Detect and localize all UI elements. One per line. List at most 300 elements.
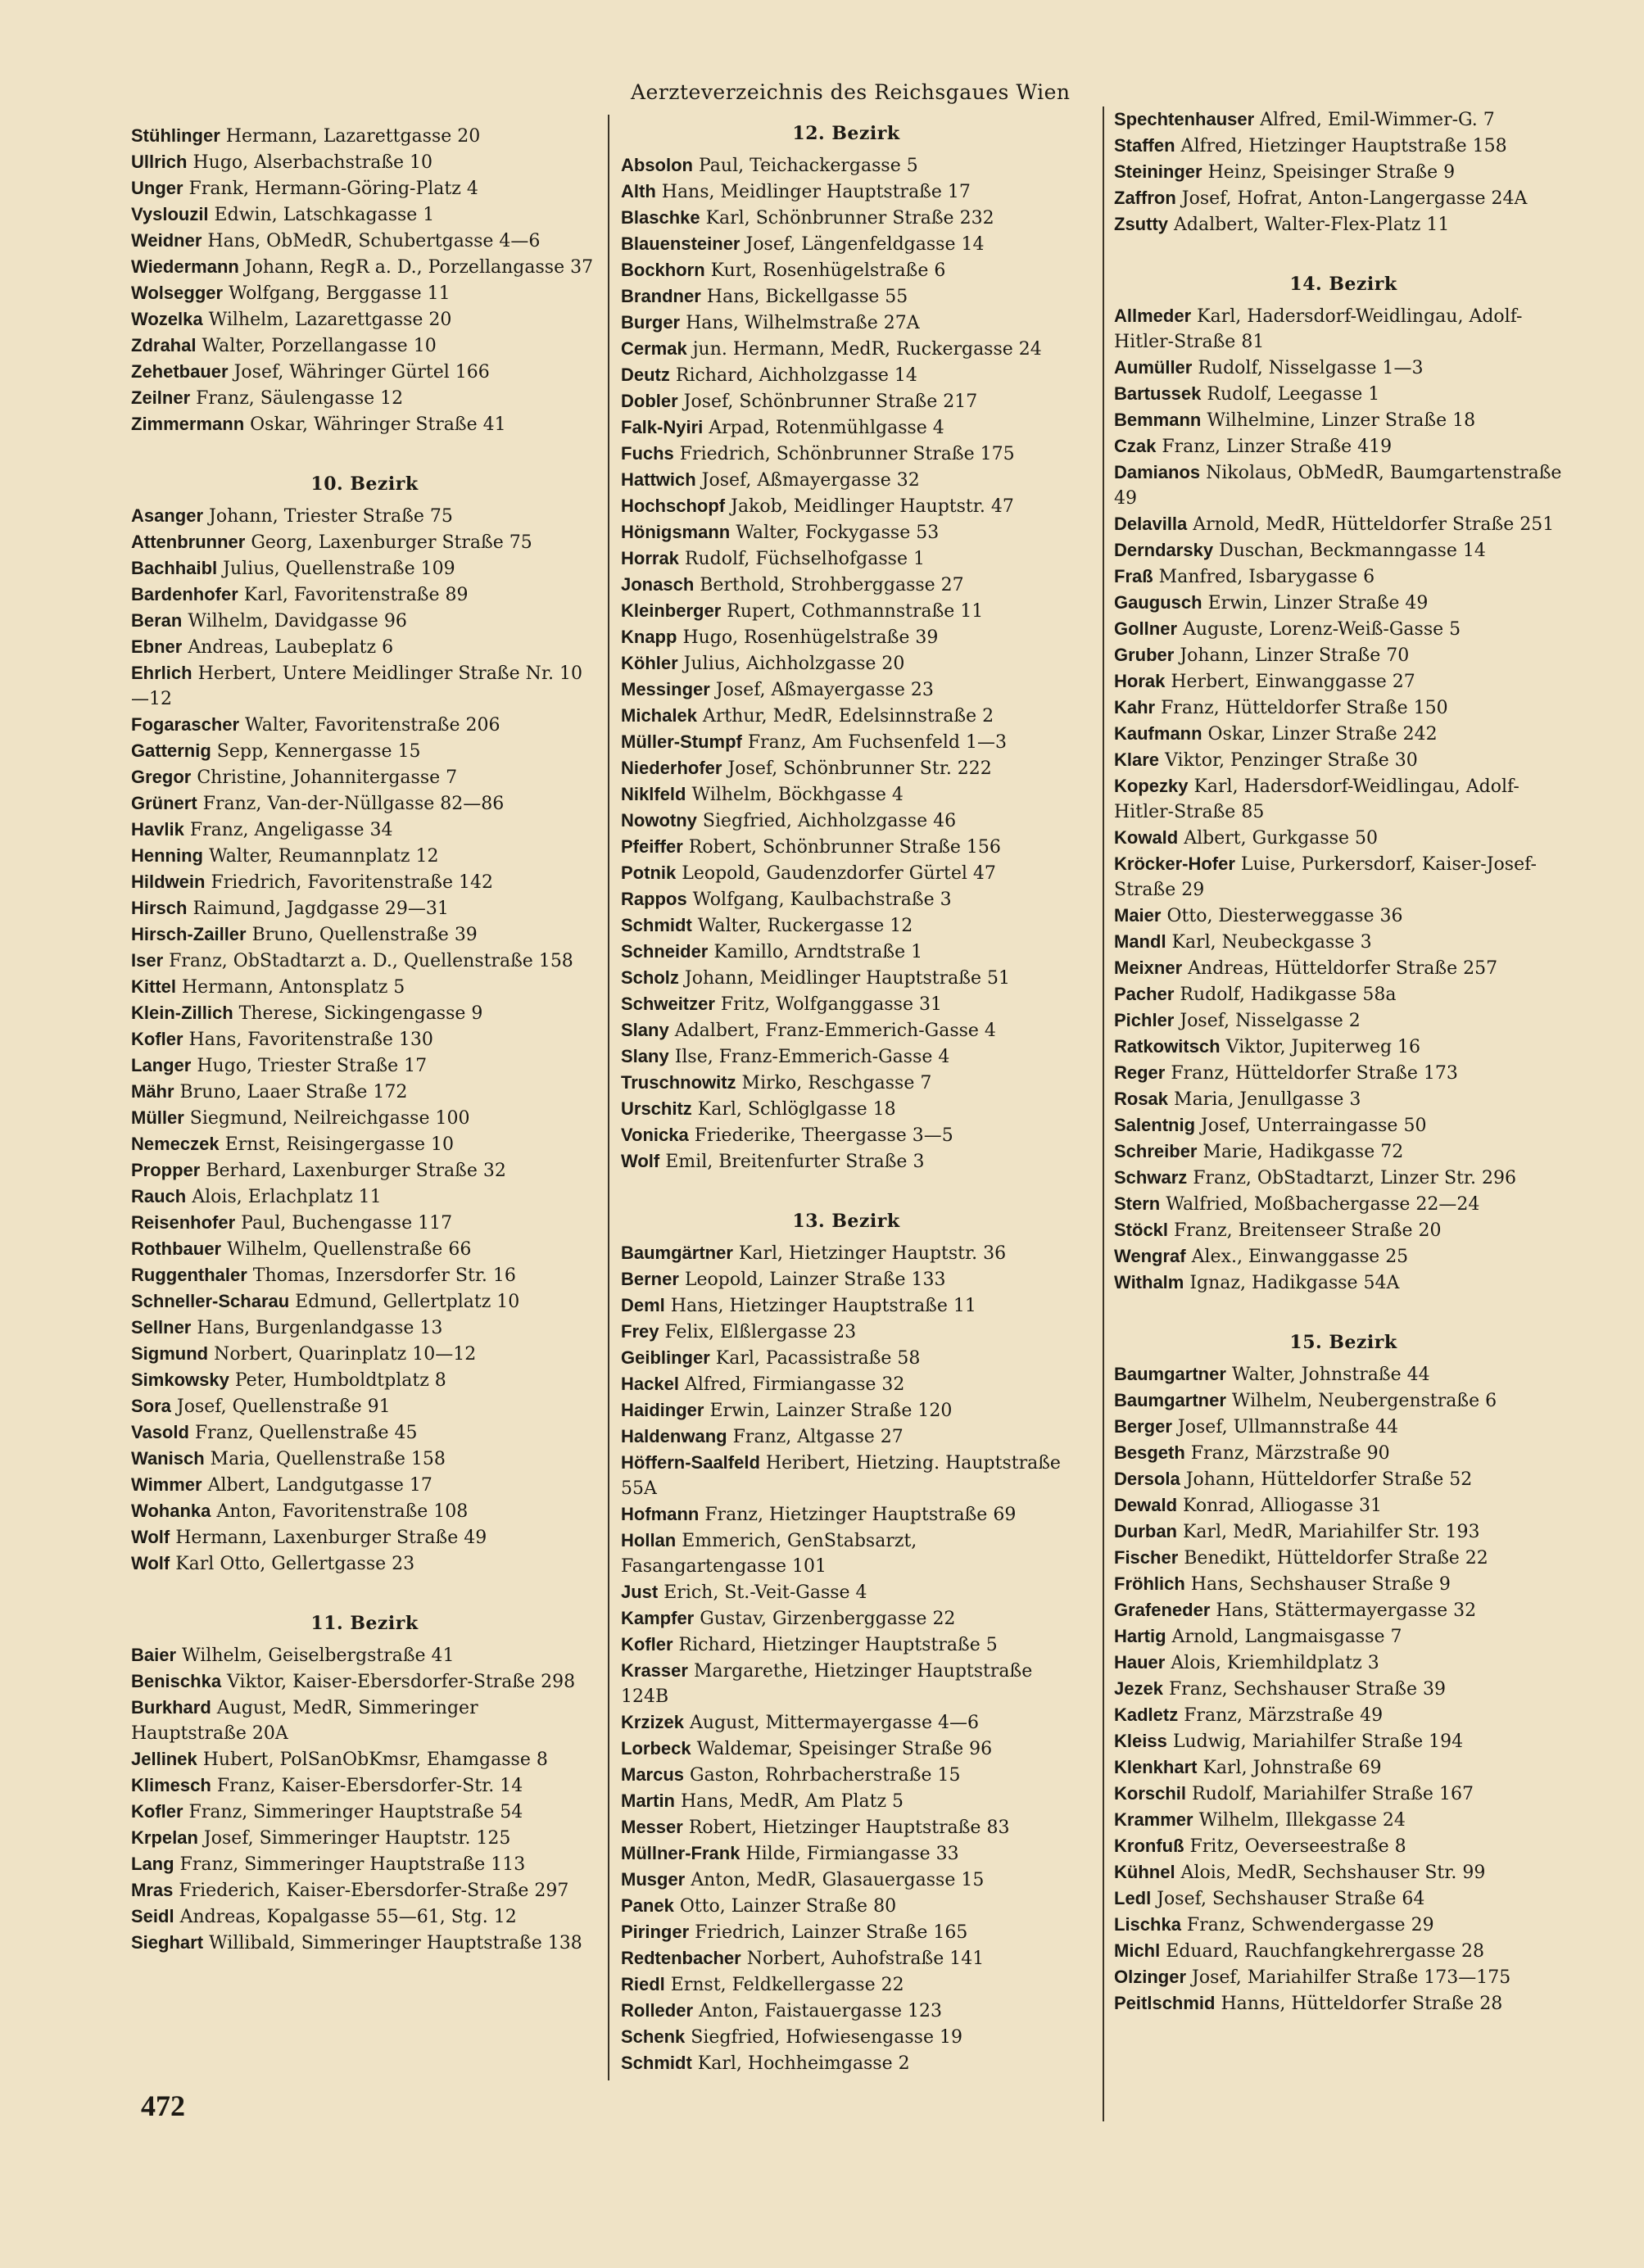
entry-details: Robert, Hietzinger Hauptstraße 83 [682,1818,1010,1838]
entry-details: Friedrich, Favoritenstraße 142 [205,872,494,893]
directory-entry [621,572,1071,598]
directory-entry [131,254,598,280]
entry-details: Hans, Hietzinger Hauptstraße 11 [664,1296,976,1316]
district-heading: 14. Bezirk [1289,274,1397,295]
directory-entry [1114,355,1573,381]
directory-entry [1114,381,1573,407]
entry-surname: Ullrich [131,152,188,172]
directory-entry [621,231,1071,257]
directory-entry [621,1605,1071,1632]
directory-entry [131,790,598,817]
entry-surname: Wolsegger [131,283,224,303]
directory-entry [1114,1833,1573,1859]
entry-surname: Klein-Zillich [131,1003,233,1023]
entry-details: Wilhelm, Illekgasse 24 [1193,1810,1406,1831]
entry-details: Walter, Reumannplatz 12 [203,846,439,867]
entry-details: Viktor, Jupiterweg 16 [1220,1037,1421,1057]
directory-entry [131,1550,598,1577]
entry-surname: Wengraf [1114,1246,1186,1266]
entry-details: Berthold, Strohberggasse 27 [694,575,964,595]
directory-entry [131,1236,598,1262]
directory-entry [621,1814,1071,1840]
entry-details: Rudolf, Nisselgasse 1—3 [1192,358,1424,378]
entry-surname: Scholz [621,967,679,988]
entry-surname: Klenkhart [1114,1757,1198,1777]
directory-entry [1114,668,1573,695]
directory-entry [131,948,598,974]
directory-entry [1114,106,1573,133]
directory-entry [131,1367,598,1393]
entry-details: Rudolf, Füchselhofgasse 1 [678,549,925,569]
entry-surname: Stern [1114,1193,1161,1214]
entry-details: Andreas, Kopalgasse 55—61, Stg. 12 [174,1907,517,1927]
directory-entry [621,336,1071,362]
entry-details: Anton, Faistauergasse 123 [693,2001,942,2021]
directory-entry [131,385,598,411]
entry-surname: Attenbrunner [131,532,246,552]
entry-surname: Hildwein [131,871,206,892]
entry-surname: Krasser [621,1660,688,1681]
entry-surname: Klare [1114,749,1160,770]
entry-details: Fritz, Wolfganggasse 31 [714,994,942,1015]
directory-entry [131,201,598,228]
directory-entry [621,441,1071,467]
entry-surname: Kofler [131,1029,183,1049]
entry-details: Franz, Angeligasse 34 [183,820,393,840]
entry-details: Karl, Schönbrunner Straße 232 [700,208,994,229]
directory-entry [131,175,598,201]
entry-surname: Bardenhofer [131,584,238,604]
directory-entry [621,755,1071,781]
directory-entry [1114,185,1573,211]
entry-details: Friedrich, Lainzer Straße 165 [689,1922,968,1943]
entry-details: Herbert, Einwanggasse 27 [1165,672,1415,692]
directory-entry [621,1762,1071,1788]
entry-details: Oskar, Linzer Straße 242 [1202,724,1438,745]
directory-entry [131,1746,598,1772]
directory-entry [131,1472,598,1498]
directory-entry [621,650,1071,677]
entry-details: Paul, Teichackergasse 5 [693,156,918,176]
directory-entry [131,869,598,895]
directory-entry [621,1736,1071,1762]
directory-entry [621,2050,1071,2076]
district-heading: 12. Bezirk [792,123,900,144]
entry-details: Hans, Wilhelmstraße 27A [680,313,920,333]
directory-entry [131,1000,598,1026]
directory-entry [621,257,1071,283]
entry-surname: Hackel [621,1374,679,1394]
entry-surname: Bockhorn [621,260,705,280]
entry-surname: Schmidt [621,915,692,935]
entry-details: Marie, Hadikgasse 72 [1197,1142,1404,1162]
entry-surname: Horrak [621,548,679,568]
entry-details: Kamillo, Arndtstraße 1 [708,942,923,962]
directory-entry [1114,159,1573,185]
entry-surname: Jellinek [131,1749,197,1769]
entry-details: Luise, Purkersdorf, Kaiser-Josef-Straße 29 [1114,854,1537,900]
entry-details: Kurt, Rosenhügelstraße 6 [704,260,946,281]
entry-surname: Redtenbacher [621,1948,741,1968]
entry-surname: Hollan [621,1530,677,1550]
entry-details: Arpad, Rotenmühlgasse 4 [703,418,944,438]
directory-entry [1114,1990,1573,2017]
entry-surname: Burkhard [131,1697,211,1718]
entry-details: Josef, Ullmannstraße 44 [1171,1417,1399,1437]
entry-surname: Bemmann [1114,410,1202,430]
entry-details: Maria, Jenullgasse 3 [1168,1089,1361,1110]
directory-entry [621,1945,1071,1971]
entry-details: Peter, Humboldtplatz 8 [229,1370,446,1391]
entry-surname: Schweitzer [621,994,715,1014]
directory-entry [1114,1139,1573,1165]
entry-details: Hugo, Rosenhügelstraße 39 [677,627,939,648]
entry-surname: Klimesch [131,1775,211,1795]
entry-surname: Truschnowitz [621,1072,736,1093]
entry-surname: Wolf [621,1151,660,1171]
directory-entry [1114,1938,1573,1964]
entry-details: Eduard, Rauchfangkehrergasse 28 [1160,1941,1484,1962]
directory-entry [621,860,1071,886]
district-section [1114,1332,1573,2017]
entry-surname: Gregor [131,767,192,787]
entry-surname: Kowald [1114,827,1179,848]
entry-details: Johann, Meidlinger Hauptstraße 51 [678,968,1010,989]
entry-surname: Lang [131,1854,174,1874]
directory-entry [1114,1545,1573,1571]
entry-surname: Sigmund [131,1343,209,1364]
entry-surname: Vyslouzil [131,204,209,224]
entry-details: Andreas, Laubeplatz 6 [182,637,394,658]
entry-details: Hans, Sechshauser Straße 9 [1184,1574,1451,1595]
directory-entry [131,228,598,254]
entry-details: Siegfried, Aichholzgasse 46 [696,811,957,831]
entry-surname: Rolleder [621,2000,694,2021]
entry-details: Josef, Simmeringer Hauptstr. 125 [197,1828,511,1849]
entry-details: Josef, Unterraingasse 50 [1195,1116,1427,1136]
entry-surname: Kopezky [1114,776,1189,796]
entry-surname: Slany [621,1020,669,1040]
entry-surname: Schenk [621,2026,686,2047]
directory-entry [131,1799,598,1825]
entry-surname: Vonicka [621,1125,689,1145]
column-divider [608,115,609,2080]
directory-entry [131,1288,598,1315]
entry-surname: Marcus [621,1764,685,1785]
entry-surname: Peitlschmid [1114,1993,1216,2013]
entry-surname: Wozelka [131,309,203,329]
directory-entry [621,1043,1071,1070]
entry-details: Felix, Elßlergasse 23 [659,1322,857,1342]
entry-surname: Knapp [621,627,677,647]
entry-details: Franz, Hietzinger Hauptstraße 69 [699,1505,1017,1525]
entry-details: Ernst, Reisingergasse 10 [219,1134,455,1155]
entry-details: Wolfgang, Berggasse 11 [223,283,451,304]
directory-entry [621,1867,1071,1893]
directory-entry [1114,1243,1573,1270]
entry-surname: Haldenwang [621,1426,727,1446]
directory-entry [131,1157,598,1184]
entry-surname: Nemeczek [131,1134,220,1154]
entry-details: Wolfgang, Kaulbachstraße 3 [686,890,952,910]
entry-surname: Salentnig [1114,1115,1196,1135]
entry-surname: Havlik [131,819,184,840]
entry-details: Adalbert, Walter-Flex-Platz 11 [1168,215,1450,235]
entry-surname: Lorbeck [621,1738,691,1759]
entry-details: Karl, Hietzinger Hauptstr. 36 [732,1243,1007,1264]
entry-details: Mirko, Reschgasse 7 [736,1073,932,1093]
directory-entry [621,598,1071,624]
directory-entry [621,283,1071,310]
entry-details: Walfried, Moßbachergasse 22—24 [1160,1194,1480,1215]
entry-surname: Kahr [1114,697,1156,718]
entry-surname: Allmeder [1114,306,1192,326]
entry-surname: Krammer [1114,1809,1193,1830]
directory-entry [131,359,598,385]
entry-details: Bruno, Laaer Straße 172 [174,1082,408,1102]
entry-surname: Langer [131,1055,192,1075]
directory-entry [131,1393,598,1419]
entry-surname: Olzinger [1114,1967,1187,1987]
directory-entry [621,1971,1071,1998]
entry-details: Fritz, Oeverseestraße 8 [1184,1836,1406,1857]
entry-details: Wilhelm, Geiselbergstraße 41 [176,1646,455,1666]
entry-details: Jakob, Meidlinger Hauptstr. 47 [725,496,1014,517]
entry-surname: Derndarsky [1114,540,1214,560]
entry-surname: Urschitz [621,1098,692,1119]
entry-details: Hans, Burgenlandgasse 13 [191,1318,443,1338]
entry-details: Franz, Van-der-Nüllgasse 82—86 [197,794,505,814]
entry-details: Hans, Bickellgasse 55 [700,287,908,307]
entry-surname: Iser [131,950,164,971]
directory-entry [1114,537,1573,564]
entry-details: Franz, Altgasse 27 [727,1427,904,1447]
directory-entry [1114,616,1573,642]
column-1 [131,123,598,1992]
entry-details: Franz, Quellenstraße 45 [188,1423,418,1443]
entry-details: Leopold, Gaudenzdorfer Gürtel 47 [676,863,996,884]
entry-details: Arnold, Langmaisgasse 7 [1166,1627,1402,1647]
entry-details: Auguste, Lorenz-Weiß-Gasse 5 [1177,619,1461,640]
entry-surname: Hattwich [621,469,696,490]
entry-surname: Aumüller [1114,357,1193,378]
entry-surname: Spechtenhauser [1114,109,1255,129]
directory-entry [621,1788,1071,1814]
directory-entry [131,712,598,738]
entry-details: Hubert, PolSanObKmsr, Ehamgasse 8 [197,1750,548,1770]
entry-details: Sepp, Kennergasse 15 [211,741,421,762]
entry-details: Norbert, Auhofstraße 141 [740,1949,985,1969]
entry-details: Gaston, Rohrbacherstraße 15 [684,1765,961,1786]
entry-surname: Hirsch-Zailler [131,924,247,944]
directory-entry [621,179,1071,205]
entry-details: Friederich, Kaiser-Ebersdorfer-Straße 297 [173,1881,569,1901]
entry-details: Arnold, MedR, Hütteldorfer Straße 251 [1187,514,1555,535]
directory-entry [1114,433,1573,459]
entry-surname: Reisenhofer [131,1212,236,1233]
directory-entry [621,1579,1071,1605]
entry-details: Emil, Breitenfurter Straße 3 [659,1152,925,1172]
entry-surname: Benischka [131,1671,222,1691]
entry-surname: Pacher [1114,984,1175,1004]
directory-entry [1114,1270,1573,1296]
entry-details: Berhard, Laxenburger Straße 32 [200,1161,506,1181]
directory-entry [621,2024,1071,2050]
entry-details: Hans, MedR, Am Platz 5 [675,1791,904,1812]
entry-details: Christine, Johannitergasse 7 [191,767,458,788]
entry-details: Hans, Favoritenstraße 130 [183,1030,433,1050]
entry-surname: Höffern-Saalfeld [621,1452,760,1473]
entry-surname: Kadletz [1114,1704,1179,1725]
directory-entry [131,1695,598,1746]
directory-entry [131,1079,598,1105]
entry-details: Viktor, Kaiser-Ebersdorfer-Straße 298 [221,1672,576,1692]
entry-details: Josef, Aßmayergasse 32 [695,470,920,491]
entry-surname: Bartussek [1114,383,1202,404]
entry-details: Franz, Kaiser-Ebersdorfer-Str. 14 [211,1776,523,1796]
entry-surname: Jezek [1114,1678,1163,1699]
directory-entry [621,624,1071,650]
directory-entry [1114,1492,1573,1519]
directory-entry [621,808,1071,834]
entry-details: Friedrich, Schönbrunner Straße 175 [673,444,1015,464]
entry-surname: Michalek [621,705,697,726]
entry-details: Manfred, Isbarygasse 6 [1153,567,1375,587]
entry-surname: Dobler [621,391,678,411]
entry-surname: Zimmermann [131,414,245,434]
directory-entry [1114,1519,1573,1545]
entry-surname: Kronfuß [1114,1836,1184,1856]
directory-entry [1114,1086,1573,1112]
entry-surname: Hofmann [621,1504,700,1524]
entry-surname: Sieghart [131,1932,204,1953]
entry-details: Duschan, Beckmanngasse 14 [1213,541,1486,561]
entry-details: Adalbert, Franz-Emmerich-Gasse 4 [668,1021,996,1041]
entry-surname: Niederhofer [621,758,722,778]
entry-details: Josef, Schönbrunner Str. 222 [722,758,992,779]
entry-details: Alfred, Emil-Wimmer-G. 7 [1254,110,1495,130]
entry-details: Maria, Quellenstraße 158 [204,1449,446,1469]
directory-entry [131,1930,598,1956]
directory-entry [1114,1361,1573,1388]
entry-details: Alex., Einwanggasse 25 [1185,1247,1409,1267]
entry-details: Anton, MedR, Glasauergasse 15 [685,1870,985,1890]
entry-details: Franz, ObStadtarzt, Linzer Str. 296 [1187,1168,1516,1188]
entry-details: Johann, Triester Straße 75 [203,506,453,527]
entry-details: Hanns, Hütteldorfer Straße 28 [1215,1994,1503,2014]
entry-surname: Alth [621,181,656,201]
directory-entry [1114,1191,1573,1217]
entry-details: Ernst, Feldkellergasse 22 [664,1975,904,1995]
entry-details: Raimund, Jagdgasse 29—31 [187,899,449,919]
directory-entry [131,555,598,582]
entry-details: Friederike, Theergasse 3—5 [688,1125,953,1146]
entry-surname: Baumgartner [1114,1390,1226,1410]
entry-details: Richard, Aichholzgasse 14 [669,365,917,386]
entry-surname: Baumgärtner [621,1243,733,1263]
entry-surname: Krpelan [131,1827,198,1848]
entry-details: Alfred, Firmiangasse 32 [678,1374,905,1395]
entry-details: Walter, Ruckergasse 12 [691,916,913,936]
directory-entry [621,1070,1071,1096]
entry-surname: Ratkowitsch [1114,1036,1221,1057]
directory-entry [131,1904,598,1930]
entry-surname: Slany [621,1046,669,1066]
entry-details: Johann, Linzer Straße 70 [1174,645,1410,666]
directory-entry [131,1772,598,1799]
directory-entry [1114,1702,1573,1728]
entry-details: Wilhelm, Lazarettgasse 20 [202,310,452,330]
entry-details: Hermann, Laxenburger Straße 49 [170,1528,487,1548]
directory-entry [621,1148,1071,1175]
entry-details: Hugo, Triester Straße 17 [191,1056,428,1076]
entry-surname: Reger [1114,1062,1166,1083]
entry-surname: Zdrahal [131,335,197,355]
entry-details: Anton, Favoritenstraße 108 [211,1501,469,1522]
directory-entry [1114,1912,1573,1938]
entry-surname: Steininger [1114,161,1202,182]
entry-surname: Propper [131,1160,201,1180]
directory-entry [131,411,598,437]
entry-details: Norbert, Quarinplatz 10—12 [208,1344,477,1365]
entry-surname: Hirsch [131,898,188,918]
directory-entry [621,1998,1071,2024]
entry-surname: Schmidt [621,2053,692,2073]
directory-entry [621,467,1071,493]
directory-entry [131,1524,598,1550]
directory-entry [621,205,1071,231]
entry-details: Waldemar, Speisinger Straße 96 [691,1739,993,1759]
entry-surname: Gruber [1114,645,1175,665]
entry-details: Ludwig, Mariahilfer Straße 194 [1166,1732,1464,1752]
entry-details: Hans, Meidlinger Hauptstraße 17 [655,182,971,202]
entry-details: Julius, Quellenstraße 109 [217,559,455,579]
directory-entry [621,1893,1071,1919]
entry-surname: Baier [131,1645,177,1665]
entry-details: Heinz, Speisinger Straße 9 [1202,162,1456,183]
directory-entry [621,1709,1071,1736]
directory-entry [131,1341,598,1367]
directory-entry [1114,590,1573,616]
entry-surname: Falk-Nyiri [621,417,704,437]
directory-entry [621,939,1071,965]
entry-surname: Hochschopf [621,496,726,516]
entry-details: Siegmund, Neilreichgasse 100 [183,1108,470,1129]
entry-details: Leopold, Lainzer Straße 133 [678,1270,946,1290]
entry-details: Edwin, Latschkagasse 1 [208,205,435,225]
entry-surname: Müllner-Frank [621,1843,740,1863]
directory-entry [1114,1466,1573,1492]
entry-details: Erwin, Lainzer Straße 120 [704,1401,953,1421]
directory-entry [1114,1597,1573,1623]
entry-details: Georg, Laxenburger Straße 75 [245,532,532,553]
entry-surname: Schneider [621,941,709,962]
entry-surname: Ebner [131,636,183,657]
entry-surname: Fröhlich [1114,1573,1185,1594]
entry-surname: Zsutty [1114,214,1168,234]
entry-surname: Kleiss [1114,1731,1167,1751]
entry-surname: Zaffron [1114,188,1176,208]
entry-surname: Piringer [621,1922,690,1942]
entry-details: Franz, Märzstraße 90 [1184,1443,1390,1464]
entry-details: Franz, Schwendergasse 29 [1180,1915,1434,1935]
entry-details: Johann, Hütteldorfer Straße 52 [1180,1469,1473,1490]
entry-surname: Wolf [131,1527,170,1547]
entry-details: Robert, Schönbrunner Straße 156 [682,837,1001,858]
entry-details: Willibald, Simmeringer Hauptstraße 138 [203,1933,582,1953]
entry-details: Emmerich, GenStabsarzt, Fasangartengasse 101 [621,1531,917,1577]
district-heading: 15. Bezirk [1289,1332,1397,1353]
